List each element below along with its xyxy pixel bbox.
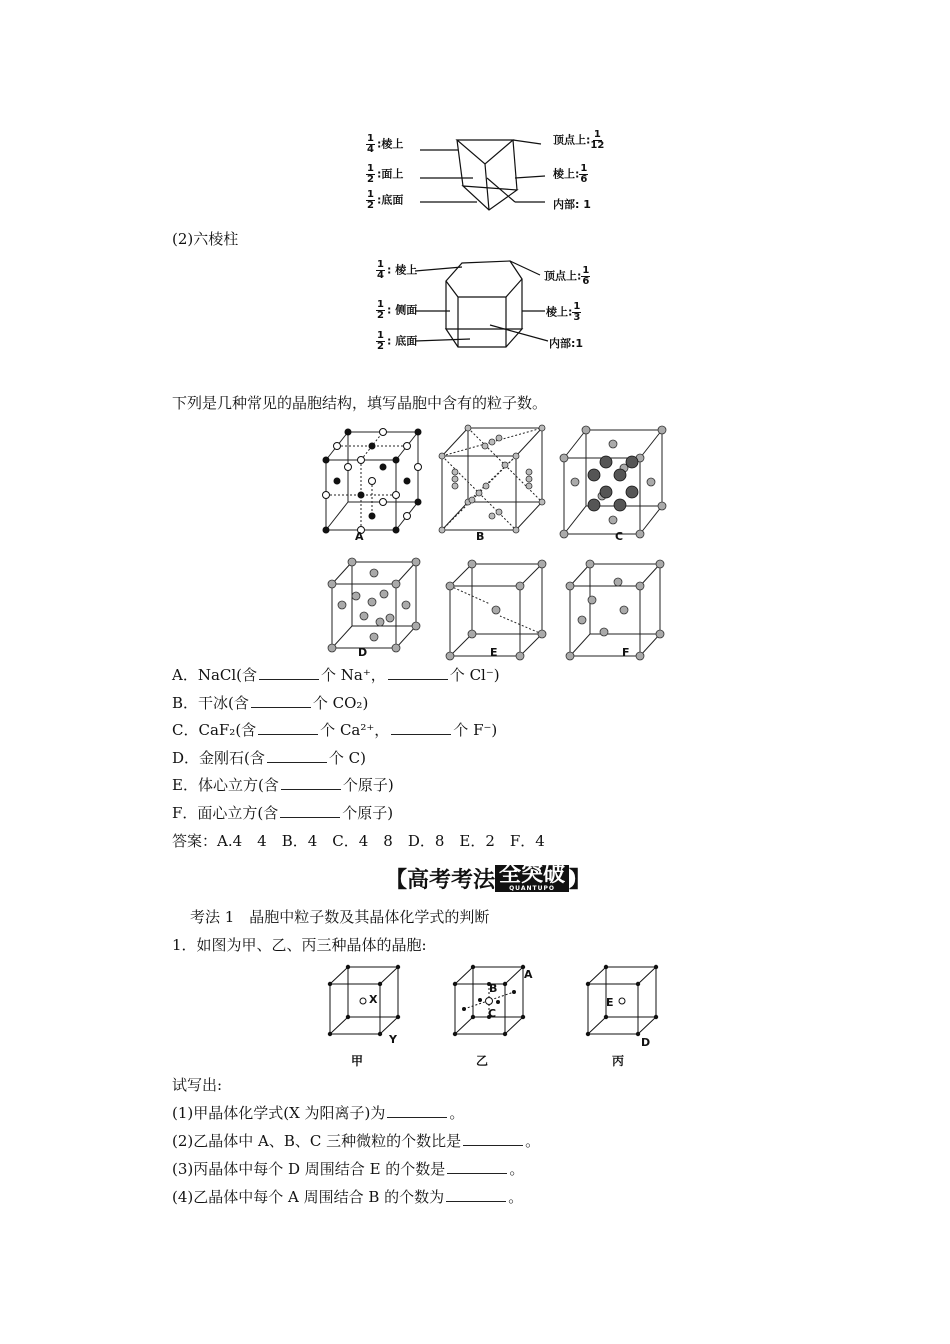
crystal-yi-a: A	[524, 968, 533, 981]
cell-label-c: C	[615, 530, 624, 543]
prism-right-label-edge: 棱上: $\frac{1}{6}$	[553, 163, 588, 185]
hex-right-label-inside: 内部:1	[549, 337, 584, 350]
prism-left-label-base: $\frac{1}{2}$ :底面	[367, 189, 404, 211]
crystal-cells	[325, 962, 685, 1067]
crystal-jia	[330, 967, 398, 1034]
cell-e-bcc	[446, 560, 546, 660]
answer-blank[interactable]	[251, 693, 311, 708]
answer-blank[interactable]	[387, 1103, 447, 1118]
crystal-bing	[588, 967, 656, 1034]
answer-blank[interactable]	[446, 1187, 506, 1202]
sub-question-4: (4)乙晶体中每个 A 周围结合 B 的个数为 。	[172, 1188, 524, 1206]
answer-blank[interactable]	[391, 720, 451, 735]
cell-label-a: A	[355, 530, 364, 543]
prism-left-label-face: $\frac{1}{2}$ :面上	[367, 163, 404, 185]
question-e: E．体心立方(含 个原子)	[172, 776, 394, 794]
question-a: A．NaCl(含 个 Na⁺， 个 Cl⁻)	[172, 666, 500, 684]
sub-question-2: (2)乙晶体中 A、B、C 三种微粒的个数比是 。	[172, 1132, 541, 1150]
sub-question-1: (1)甲晶体化学式(X 为阳离子)为 。	[172, 1104, 465, 1122]
cell-c-caf2	[560, 426, 666, 538]
answer-line: 答案：A.4 4 B．4 C．4 8 D．8 E．2 F．4	[172, 832, 545, 850]
banner-highlight: 全突破 QUANTUPO	[495, 865, 569, 892]
hex-right-label-edge: 棱上: $\frac{1}{3}$	[546, 301, 581, 323]
section-banner: 【高考考法 全突破 QUANTUPO 】	[385, 861, 592, 893]
cell-label-f: F	[622, 646, 630, 659]
hex-heading: (2)六棱柱	[172, 230, 239, 248]
crystal-yi-c: C	[488, 1007, 497, 1020]
question-1: 1．如图为甲、乙、丙三种晶体的晶胞:	[172, 936, 427, 954]
section-heading: 考法 1 晶胞中粒子数及其晶体化学式的判断	[190, 908, 490, 926]
hex-left-label-edge: $\frac{1}{4}$ : 棱上	[377, 259, 418, 281]
cell-a-nacl	[323, 429, 422, 534]
question-d: D．金刚石(含 个 C)	[172, 749, 366, 767]
prism-right-label-vertex: 顶点上: $\frac{1}{12}$	[553, 129, 605, 151]
crystal-bing-d: D	[641, 1036, 651, 1049]
cell-label-e: E	[490, 646, 498, 659]
cell-b-dry-ice	[439, 425, 545, 533]
hex-left-label-side: $\frac{1}{2}$ : 侧面	[377, 299, 418, 321]
sub-question-3: (3)丙晶体中每个 D 周围结合 E 的个数是 。	[172, 1160, 525, 1178]
crystal-jia-y: Y	[389, 1033, 397, 1046]
answer-blank[interactable]	[267, 748, 327, 763]
prism-right-label-inside: 内部: 1	[553, 198, 591, 211]
cell-f-fcc	[566, 560, 664, 660]
question-f: F．面心立方(含 个原子)	[172, 804, 394, 822]
answer-blank[interactable]	[281, 775, 341, 790]
cell-label-b: B	[476, 530, 485, 543]
crystal-yi-b: B	[489, 982, 498, 995]
prism-left-label-edge: $\frac{1}{4}$ :棱上	[367, 133, 404, 155]
hex-left-label-base: $\frac{1}{2}$ : 底面	[377, 330, 418, 352]
crystal-bing-e: E	[606, 996, 614, 1009]
try-write: 试写出:	[172, 1076, 223, 1094]
hex-right-label-vertex: 顶点上: $\frac{1}{6}$	[544, 265, 590, 287]
crystal-bing-name: 丙	[612, 1054, 625, 1068]
cell-label-d: D	[358, 646, 368, 659]
question-c: C．CaF₂(含 个 Ca²⁺， 个 F⁻)	[172, 721, 498, 739]
answer-blank[interactable]	[258, 720, 318, 735]
crystal-yi	[455, 967, 523, 1034]
cell-d-diamond	[328, 558, 420, 652]
answer-blank[interactable]	[463, 1131, 523, 1146]
crystal-jia-name: 甲	[351, 1054, 364, 1068]
crystal-jia-x: X	[369, 993, 378, 1006]
crystal-yi-name: 乙	[476, 1054, 489, 1068]
answer-blank[interactable]	[259, 665, 319, 680]
answer-blank[interactable]	[280, 803, 340, 818]
question-b: B．干冰(含 个 CO₂)	[172, 694, 369, 712]
intro-text: 下列是几种常见的晶胞结构，填写晶胞中含有的粒子数。	[172, 394, 548, 412]
answer-blank[interactable]	[388, 665, 448, 680]
answer-blank[interactable]	[447, 1159, 507, 1174]
